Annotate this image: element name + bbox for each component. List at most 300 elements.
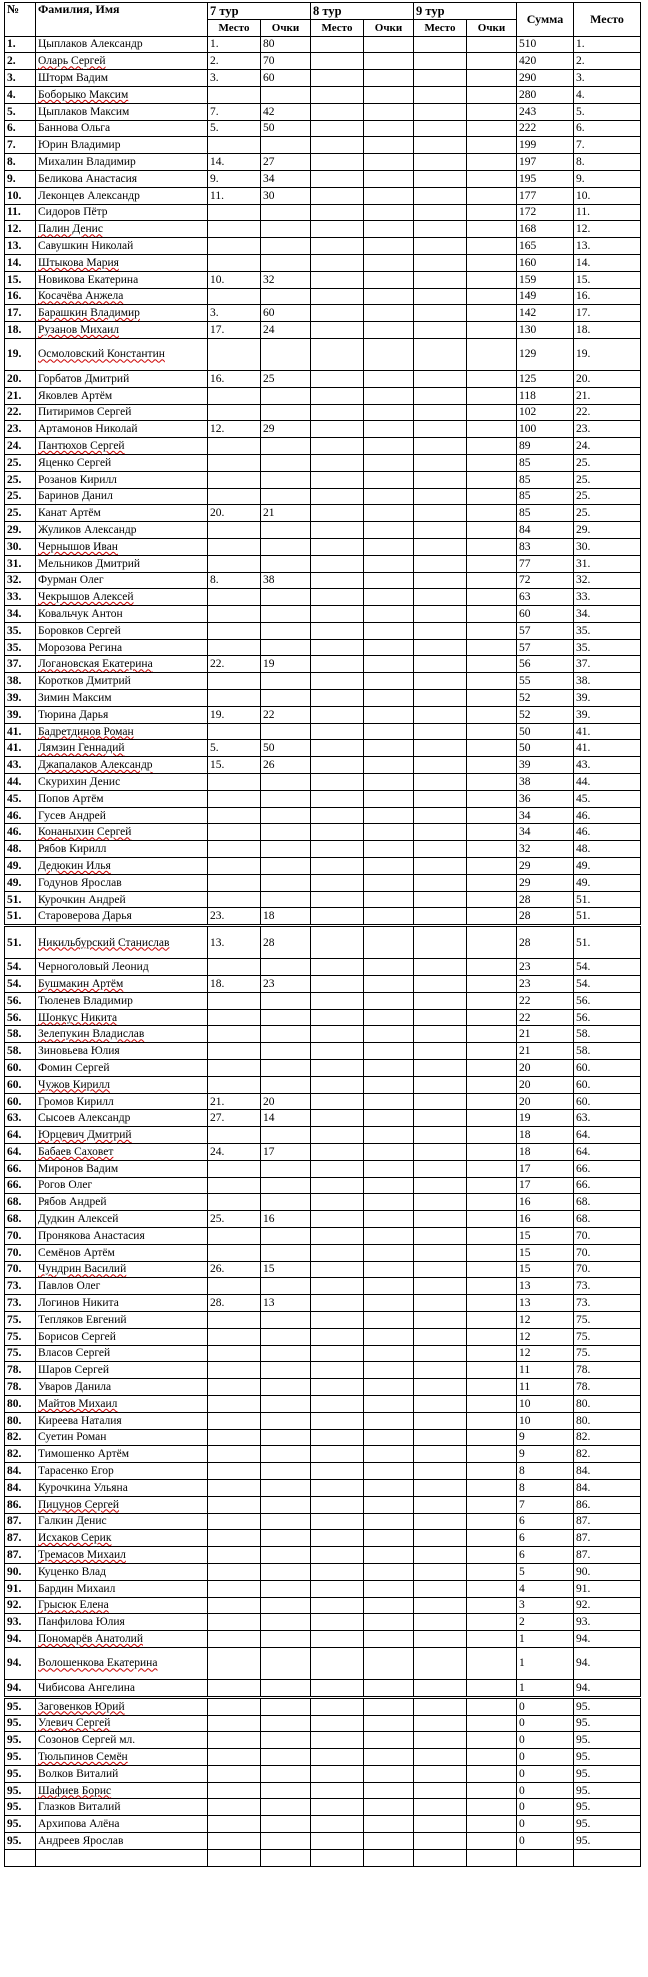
total-sum-text: 15 (519, 1246, 531, 1259)
tour-7-place (208, 1278, 261, 1295)
tour-9-points (467, 1715, 517, 1732)
row-number (5, 438, 36, 455)
tour-7-place (208, 1261, 261, 1278)
final-place-text: 91. (576, 1582, 591, 1595)
participant-name-text: Пронякова Анастасия (38, 1229, 145, 1242)
table-row (5, 1144, 641, 1161)
tour-9-place (414, 120, 467, 137)
tour-7-points-text: 29 (263, 423, 275, 436)
total-sum (517, 1177, 574, 1194)
tour-8-place (311, 421, 364, 438)
tour-9-place (414, 1362, 467, 1379)
participant-name-text: Никильбурский Станислав (38, 936, 170, 949)
tour-7-place-text: 23. (210, 910, 225, 923)
table-row (5, 288, 641, 305)
total-sum (517, 154, 574, 171)
participant-name (36, 1765, 208, 1782)
tour-7-place (208, 656, 261, 673)
final-place (574, 103, 641, 120)
final-place (574, 421, 641, 438)
total-sum-text: 57 (519, 624, 531, 637)
tour-7-place (208, 1412, 261, 1429)
tour-9-points (467, 1295, 517, 1312)
row-number-text: 95. (7, 1717, 22, 1730)
tour-7-place (208, 1513, 261, 1530)
participant-name (36, 1732, 208, 1749)
tour-8-place (311, 86, 364, 103)
row-number (5, 221, 36, 238)
tour-9-points (467, 1093, 517, 1110)
row-number-text: 51. (7, 910, 22, 923)
tour-8-points (364, 1127, 414, 1144)
participant-name-text: Фурман Олег (38, 574, 104, 587)
header-tour-9-points: Очки (467, 19, 517, 36)
tour-9-points (467, 824, 517, 841)
final-place-text: 34. (576, 607, 591, 620)
tour-7-place (208, 271, 261, 288)
tour-8-place (311, 706, 364, 723)
final-place (574, 404, 641, 421)
total-sum-text: 38 (519, 775, 531, 788)
participant-name-text: Горбатов Дмитрий (38, 372, 130, 385)
row-number-text: 95. (7, 1767, 22, 1780)
tour-8-points (364, 421, 414, 438)
total-sum-text: 8 (519, 1465, 525, 1478)
tour-7-points (261, 1093, 311, 1110)
tour-9-points (467, 926, 517, 959)
tour-8-points (364, 86, 414, 103)
total-sum-text: 420 (519, 55, 537, 68)
participant-name (36, 706, 208, 723)
tour-7-points (261, 1043, 311, 1060)
row-number (5, 1530, 36, 1547)
tour-7-place (208, 908, 261, 926)
tour-9-points (467, 1647, 517, 1679)
final-place (574, 1043, 641, 1060)
tour-9-place (414, 1715, 467, 1732)
tour-9-place (414, 1547, 467, 1564)
tour-7-place-text: 13. (210, 936, 225, 949)
row-number (5, 86, 36, 103)
tour-7-points (261, 204, 311, 221)
tour-8-place (311, 959, 364, 976)
tour-9-place (414, 1782, 467, 1799)
final-place (574, 1076, 641, 1093)
total-sum (517, 639, 574, 656)
tour-8-points (364, 505, 414, 522)
final-place (574, 387, 641, 404)
total-sum (517, 1211, 574, 1228)
participant-name (36, 1278, 208, 1295)
tour-8-place (311, 538, 364, 555)
row-number-text: 86. (7, 1498, 22, 1511)
tour-7-place (208, 421, 261, 438)
participant-name-text: Исхаков Серик (38, 1532, 112, 1545)
tour-7-place (208, 522, 261, 539)
participant-name (36, 1496, 208, 1513)
final-place-text: 17. (576, 307, 591, 320)
tour-7-points (261, 1580, 311, 1597)
total-sum (517, 387, 574, 404)
participant-name (36, 1715, 208, 1732)
total-sum (517, 254, 574, 271)
participant-name (36, 370, 208, 387)
final-place-text: 84. (576, 1465, 591, 1478)
tour-8-place (311, 824, 364, 841)
tour-8-place (311, 841, 364, 858)
final-place (574, 1597, 641, 1614)
tour-7-place (208, 858, 261, 875)
tour-9-place (414, 858, 467, 875)
tour-8-place (311, 1597, 364, 1614)
participant-name-text: Фомин Сергей (38, 1061, 110, 1074)
row-number-text: 94. (7, 1633, 22, 1645)
row-number-text: 75. (7, 1347, 22, 1360)
tour-9-points (467, 53, 517, 70)
tour-7-points (261, 1479, 311, 1496)
tour-8-points (364, 1412, 414, 1429)
participant-name (36, 572, 208, 589)
row-number (5, 1412, 36, 1429)
tour-8-place (311, 221, 364, 238)
tour-9-points (467, 639, 517, 656)
tour-9-points (467, 1060, 517, 1077)
tour-7-points (261, 1379, 311, 1396)
final-place-text: 64. (576, 1145, 591, 1158)
total-sum-text: 165 (519, 240, 537, 253)
tour-9-points (467, 891, 517, 908)
row-number (5, 891, 36, 908)
participant-name (36, 1782, 208, 1799)
final-place (574, 1547, 641, 1564)
tour-8-points (364, 992, 414, 1009)
tour-8-place (311, 1412, 364, 1429)
row-number (5, 1009, 36, 1026)
participant-name (36, 1446, 208, 1463)
table-row (5, 1513, 641, 1530)
row-number-text: 60. (7, 1078, 22, 1091)
final-place-text: 13. (576, 240, 591, 253)
final-place-text: 25. (576, 507, 591, 520)
total-sum (517, 338, 574, 370)
table-row (5, 1345, 641, 1362)
row-number-text: 56. (7, 994, 22, 1007)
final-place-text: 56. (576, 994, 591, 1007)
tour-7-place-text: 7. (210, 105, 219, 118)
final-place-text: 87. (576, 1532, 591, 1545)
participant-name (36, 1194, 208, 1211)
row-number-text: 58. (7, 1045, 22, 1058)
final-place (574, 254, 641, 271)
tour-7-points-text: 50 (263, 742, 275, 755)
row-number (5, 53, 36, 70)
row-number-text: 87. (7, 1549, 22, 1562)
tour-7-place-text: 1. (210, 38, 219, 51)
total-sum-text: 2 (519, 1616, 525, 1629)
row-number-text: 54. (7, 977, 22, 990)
row-number-text: 73. (7, 1280, 22, 1293)
final-place (574, 154, 641, 171)
total-sum-text: 19 (519, 1112, 531, 1125)
participant-name-text: Боровков Сергей (38, 624, 121, 637)
row-number (5, 572, 36, 589)
tour-7-place (208, 1749, 261, 1766)
participant-name (36, 1833, 208, 1850)
tour-9-points (467, 305, 517, 322)
tour-7-points-text: 60 (263, 307, 275, 320)
tour-8-place (311, 1580, 364, 1597)
final-place-text: 95. (576, 1784, 591, 1797)
final-place (574, 53, 641, 70)
participant-name (36, 305, 208, 322)
final-place-text: 41. (576, 725, 591, 738)
participant-name-text: Конаныхин Сергей (38, 826, 132, 839)
total-sum (517, 522, 574, 539)
final-place (574, 1345, 641, 1362)
tour-9-place (414, 1244, 467, 1261)
total-sum (517, 976, 574, 993)
total-sum (517, 137, 574, 154)
total-sum-text: 29 (519, 859, 531, 872)
tour-8-points (364, 1395, 414, 1412)
total-sum-text: 22 (519, 994, 531, 1007)
final-place-text: 31. (576, 557, 591, 570)
tour-7-place (208, 1076, 261, 1093)
final-place-text: 63. (576, 1112, 591, 1125)
final-place-text: 82. (576, 1431, 591, 1444)
final-place-text: 46. (576, 826, 591, 839)
tour-7-points (261, 370, 311, 387)
empty-row (5, 1849, 641, 1866)
row-number (5, 757, 36, 774)
tour-9-place (414, 154, 467, 171)
row-number-text: 6. (7, 122, 16, 135)
tour-8-place (311, 926, 364, 959)
total-sum-text: 510 (519, 38, 537, 51)
results-body (5, 36, 641, 1866)
tour-7-points-text: 17 (263, 1145, 275, 1158)
tour-9-points (467, 86, 517, 103)
table-row (5, 1614, 641, 1631)
total-sum (517, 70, 574, 87)
tour-9-place (414, 891, 467, 908)
tour-8-points (364, 1144, 414, 1161)
final-place (574, 1227, 641, 1244)
participant-name-text: Пономарёв Анатолий (38, 1633, 143, 1645)
tour-9-points (467, 187, 517, 204)
tour-7-points (261, 1144, 311, 1161)
total-sum-text: 36 (519, 792, 531, 805)
tour-9-place (414, 338, 467, 370)
row-number-text: 51. (7, 893, 22, 906)
tour-8-place (311, 288, 364, 305)
row-number (5, 1429, 36, 1446)
tour-9-place (414, 271, 467, 288)
row-number (5, 976, 36, 993)
tour-9-points (467, 471, 517, 488)
row-number (5, 387, 36, 404)
total-sum-text: 9 (519, 1431, 525, 1444)
row-number (5, 1765, 36, 1782)
tour-8-points (364, 438, 414, 455)
participant-name (36, 254, 208, 271)
total-sum (517, 1479, 574, 1496)
row-number-text: 95. (7, 1834, 22, 1847)
tour-8-place (311, 1060, 364, 1077)
tour-8-points (364, 1496, 414, 1513)
total-sum (517, 858, 574, 875)
tour-8-points (364, 254, 414, 271)
participant-name (36, 86, 208, 103)
final-place-text: 95. (576, 1834, 591, 1847)
header-sum: Сумма (517, 3, 574, 37)
tour-9-place (414, 438, 467, 455)
tour-8-points (364, 1194, 414, 1211)
total-sum-text: 168 (519, 223, 537, 236)
table-row (5, 1227, 641, 1244)
tour-9-points (467, 1614, 517, 1631)
total-sum (517, 1395, 574, 1412)
final-place-text: 15. (576, 273, 591, 286)
tour-9-points (467, 1244, 517, 1261)
participant-name (36, 1227, 208, 1244)
tour-8-points (364, 120, 414, 137)
participant-name-text: Палин Денис (38, 223, 103, 236)
participant-name (36, 908, 208, 926)
row-number (5, 120, 36, 137)
tour-7-place (208, 1547, 261, 1564)
table-row (5, 522, 641, 539)
final-place-text: 54. (576, 961, 591, 974)
final-place-text: 68. (576, 1213, 591, 1226)
total-sum (517, 1782, 574, 1799)
tour-7-place (208, 1328, 261, 1345)
final-place (574, 1765, 641, 1782)
participant-name-text: Галкин Денис (38, 1515, 107, 1528)
tour-7-place (208, 471, 261, 488)
row-number (5, 1715, 36, 1732)
final-place (574, 1614, 641, 1631)
total-sum (517, 1261, 574, 1278)
final-place-text: 32. (576, 574, 591, 587)
row-number (5, 1816, 36, 1833)
final-place (574, 1144, 641, 1161)
tour-7-points (261, 841, 311, 858)
participant-name-text: Миронов Вадим (38, 1162, 119, 1175)
participant-name (36, 656, 208, 673)
participant-name-text: Гусев Андрей (38, 809, 106, 822)
row-number-text: 41. (7, 742, 22, 755)
final-place (574, 522, 641, 539)
tour-9-points (467, 254, 517, 271)
tour-8-place (311, 1395, 364, 1412)
tour-9-points (467, 438, 517, 455)
final-place (574, 322, 641, 339)
tour-8-points (364, 1749, 414, 1766)
total-sum-text: 21 (519, 1028, 531, 1041)
participant-name-text: Волков Виталий (38, 1767, 119, 1780)
tour-7-place (208, 1799, 261, 1816)
table-row (5, 1110, 641, 1127)
tour-9-place (414, 1311, 467, 1328)
tour-9-points (467, 1127, 517, 1144)
row-number-text: 46. (7, 809, 22, 822)
tour-7-points (261, 807, 311, 824)
tour-7-place (208, 1177, 261, 1194)
total-sum (517, 1647, 574, 1679)
total-sum-text: 17 (519, 1179, 531, 1192)
participant-name (36, 221, 208, 238)
tour-9-points (467, 204, 517, 221)
table-row (5, 874, 641, 891)
final-place (574, 1127, 641, 1144)
total-sum (517, 1496, 574, 1513)
table-row (5, 1631, 641, 1648)
final-place-text: 43. (576, 759, 591, 772)
tour-8-points (364, 824, 414, 841)
row-number-text: 75. (7, 1313, 22, 1326)
tour-8-points (364, 137, 414, 154)
total-sum-text: 84 (519, 524, 531, 536)
tour-8-place (311, 757, 364, 774)
row-number-text: 94. (7, 1657, 22, 1670)
participant-name (36, 1093, 208, 1110)
tour-7-place (208, 305, 261, 322)
tour-7-place-text: 20. (210, 507, 225, 520)
final-place (574, 1816, 641, 1833)
participant-name-text: Баринов Данил (38, 490, 113, 503)
participant-name (36, 1362, 208, 1379)
tour-7-points (261, 288, 311, 305)
tour-9-place (414, 305, 467, 322)
table-row (5, 1799, 641, 1816)
participant-name (36, 170, 208, 187)
row-number (5, 538, 36, 555)
tour-7-place (208, 53, 261, 70)
total-sum (517, 538, 574, 555)
tour-9-place (414, 1110, 467, 1127)
total-sum (517, 1597, 574, 1614)
participant-name (36, 1177, 208, 1194)
tour-9-place (414, 790, 467, 807)
tour-8-place (311, 1463, 364, 1480)
tour-7-place (208, 639, 261, 656)
tour-8-points (364, 103, 414, 120)
participant-name-text: Канат Артём (38, 507, 101, 520)
tour-7-place (208, 1026, 261, 1043)
tour-9-place (414, 1429, 467, 1446)
final-place (574, 538, 641, 555)
tour-7-points (261, 1647, 311, 1679)
tour-9-place (414, 1412, 467, 1429)
tour-7-points (261, 1614, 311, 1631)
participant-name-text: Архипова Алёна (38, 1818, 120, 1831)
total-sum-text: 0 (519, 1750, 525, 1763)
total-sum-text: 199 (519, 139, 537, 152)
tour-8-points (364, 1160, 414, 1177)
tour-8-place (311, 1563, 364, 1580)
header-tour-9-place: Место (414, 19, 467, 36)
tour-7-points (261, 170, 311, 187)
tour-7-points (261, 1816, 311, 1833)
participant-name (36, 1580, 208, 1597)
final-place-text: 82. (576, 1448, 591, 1461)
tour-7-place-text: 17. (210, 324, 225, 337)
tour-9-points (467, 1631, 517, 1648)
total-sum-text: 10 (519, 1414, 531, 1427)
header-tour-7-place: Место (208, 19, 261, 36)
table-row (5, 673, 641, 690)
